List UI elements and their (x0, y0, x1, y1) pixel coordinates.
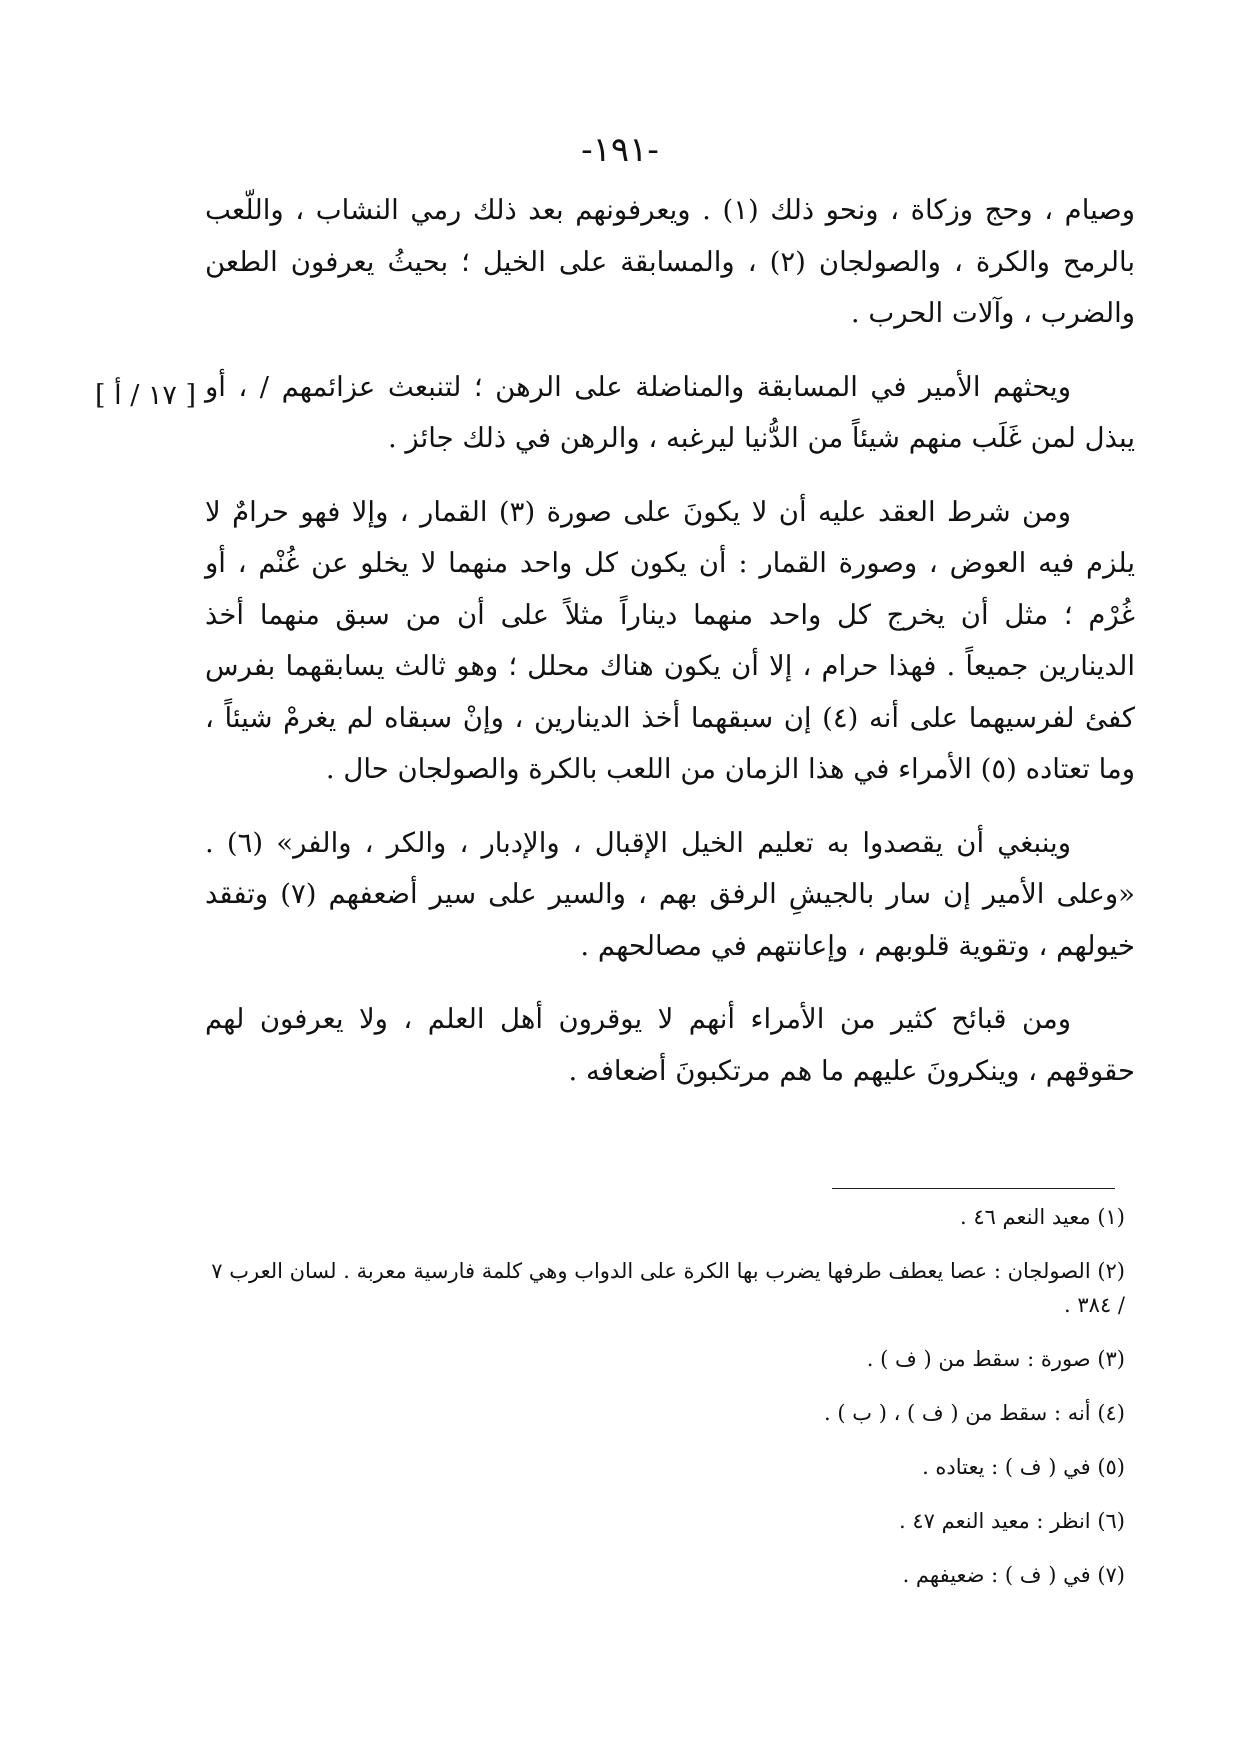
footnote-2: (٢) الصولجان : عصا يعطف طرفها يضرب بها الكرة على الدواب وهي كلمة فارسية معربة . لسان العرب ٧ / ٣٨٤ . (211, 1259, 1125, 1317)
page-number: -١٩١- (581, 130, 659, 170)
paragraph-3: ومن شرط العقد عليه أن لا يكونَ على صورة (٣) القمار ، وإلا فهو حرامٌ لا يلزم فيه العوض ، وصورة القمار : أن يكون كل واحد منهما لا يخلو عن غُنْم ، أو غُرْم ؛ مثل أن يخرج كل واحد منهما ديناراً مثلاً على أن من سبق منهما أخذ الدينارين جميعاً . فهذا حرام ، إلا أن يكون هناك محلل ؛ وهو ثالث يسابقهما بفرس كفئ لفرسيهما على أنه (٤) إن سبقهما أخذ الدينارين ، وإنْ سبقاه لم يغرمْ شيئاً ، وما تعتاده (٥) الأمراء في هذا الزمان من اللعب بالكرة والصولجان حال . (205, 495, 1135, 785)
footnote-separator (832, 1188, 1115, 1189)
footnotes (205, 1200, 1125, 1612)
footnote-3: (٣) صورة : سقط من ( ف ) . (866, 1347, 1125, 1371)
paragraph-2: ويحثهم الأمير في المسابقة والمناضلة على الرهن ؛ لتنبعث عزائمهم / ، أو يبذل لمن غَلَب منهم شيئاً من الدُّنيا ليرغبه ، والرهن في ذلك جائز . (205, 370, 1135, 454)
footnote-5: (٥) في ( ف ) : يعتاده . (922, 1455, 1125, 1479)
footnote-1: (١) معيد النعم ٤٦ . (959, 1205, 1125, 1229)
paragraph-5: ومن قبائح كثير من الأمراء أنهم لا يوقرون أهل العلم ، ولا يعرفون لهم حقوقهم ، وينكرونَ عليهم ما هم مرتكبونَ أضعافه . (205, 1003, 1135, 1087)
paragraph-4: وينبغي أن يقصدوا به تعليم الخيل الإقبال ، والإدبار ، والكر ، والفر» (٦) . «وعلى الأمير إن سار بالجيشِ الرفق بهم ، والسير على سير أضعفهم (٧) وتفقد خيولهم ، وتقوية قلوبهم ، وإعانتهم في مصالحهم . (205, 826, 1135, 962)
footnote-6: (٦) انظر : معيد النعم ٤٧ . (899, 1509, 1125, 1533)
paragraph-1: وصيام ، وحج وزكاة ، ونحو ذلك (١) . ويعرفونهم بعد ذلك رمي النشاب ، واللّعب بالرمح والكرة ، والصولجان (٢) ، والمسابقة على الخيل ؛ بحيثُ يعرفون الطعن والضرب ، وآلات الحرب . (205, 194, 1136, 329)
manuscript-folio-reference: [ ١٧ / أ ] (95, 380, 197, 411)
footnote-4: (٤) أنه : سقط من ( ف ) ، ( ب ) . (824, 1401, 1125, 1425)
footnote-7: (٧) في ( ف ) : ضعيفهم . (902, 1563, 1125, 1587)
main-text (205, 185, 1135, 1119)
